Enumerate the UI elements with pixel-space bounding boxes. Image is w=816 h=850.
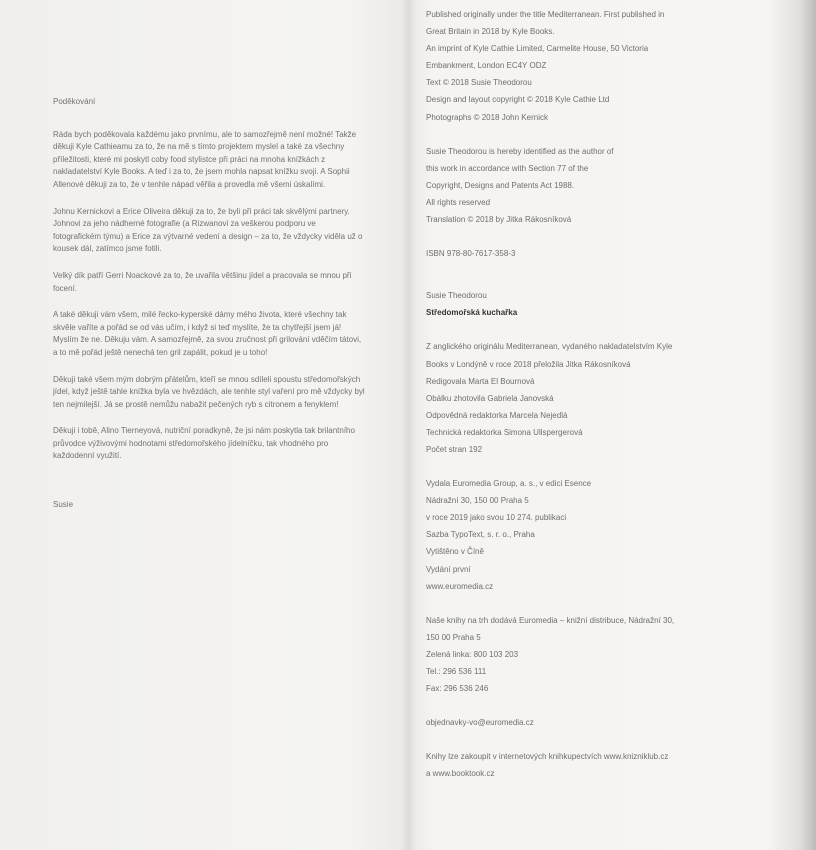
distribution-line: Zelená linka: 800 103 203: [426, 649, 519, 659]
book-gutter: [400, 0, 416, 850]
isbn: ISBN 978-80-7617-358-3: [426, 249, 516, 259]
book-author: Susie Theodorou: [426, 291, 487, 301]
credits-line: Redigovala Marta El Bournová: [426, 376, 535, 386]
imprint-line: Text © 2018 Susie Theodorou: [426, 78, 532, 88]
publisher-line: v roce 2019 jako svou 10 274. publikaci: [426, 513, 567, 523]
credits-line: Počet stran 192: [426, 444, 483, 454]
distribution-line: Fax: 296 536 246: [426, 684, 489, 694]
acknowledgements-section: [53, 96, 365, 526]
publisher-line: Nádražní 30, 150 00 Praha 5: [426, 496, 529, 506]
publisher-line: Vydala Euromedia Group, a. s., v edici Esence: [426, 479, 592, 489]
rights-line: All rights reserved: [426, 197, 491, 207]
publisher-line: Sazba TypoText, s. r. o., Praha: [426, 530, 535, 540]
imprint-line: An imprint of Kyle Cathie Limited, Carmelite House, 50 Victoria: [426, 44, 649, 54]
imprint-line: Great Britain in 2018 by Kyle Books.: [426, 27, 555, 37]
distribution-line: Naše knihy na trh dodává Euromedia – knižní distribuce, Nádražní 30,: [426, 615, 675, 625]
publisher-line: Vydání první: [426, 564, 471, 574]
acknowledgement-paragraph: Ráda bych poděkovala každému jako prvnímu, ale to samozřejmě není možné! Takže děkuji Kyle Cathieamu za to, že na mě s tímto projektem myslel a také za všechny příležitosti, které mi poskytl coby food stylistce při práci na mnoha knížkách z nakladatelství Kyle Books. A teď i za to, že jsem mohla napsat knížku svoji. A Sophii Allenové děkuji za to, že v tenhle nápad věřila a provedla mě všemi úskalími.: [53, 129, 357, 189]
imprint-line: Published originally under the title Mediterranean. First published in: [426, 10, 665, 19]
acknowledgement-paragraph: Johnu Kernickovi a Erice Oliveira děkuji za to, že byli při práci tak skvělými partnery. Johnovi za jeho nádherné fotografie (a Rizwanovi za veškerou podporu ve fotografickém týmu) a Erice za výtvarné vedení a design – za to, že vždycky viděla už o kousek dál, zatímco jsme fotili.: [53, 206, 363, 254]
distribution-line: 150 00 Praha 5: [426, 632, 481, 642]
order-email: objednavky-vo@euromedia.cz: [426, 718, 534, 728]
rights-line: Translation © 2018 by Jitka Rákosníková: [426, 215, 572, 225]
credits-line: Technická redaktorka Simona Ullspergerová: [426, 427, 583, 437]
acknowledgement-paragraph: Děkuji také všem mým dobrým přátelům, kteří se mnou sdíleli spoustu středomořských jídel, když ještě tahle knížka byla ve hvězdách, ale tenhle styl vaření pro mě vždycky byl ten nejmilejší. Já se prostě nemůžu nabažit pečených ryb s citronem a fenyklem!: [53, 374, 365, 409]
imprint-line: Design and layout copyright © 2018 Kyle Cathie Ltd: [426, 95, 610, 105]
imprint-section: [426, 6, 726, 782]
credits-line: Obálku zhotovila Gabriela Janovská: [426, 393, 554, 403]
page-edge: [802, 0, 816, 850]
credits-line: Odpovědná redaktorka Marcela Nejedlá: [426, 410, 568, 420]
imprint-line: Embankment, London EC4Y ODZ: [426, 61, 547, 71]
shops-line: a www.booktook.cz: [426, 769, 495, 779]
acknowledgement-paragraph: Velký dík patří Gerri Noackové za to, že uvařila většinu jídel a pracovala se mnou při focení.: [53, 270, 352, 293]
acknowledgement-paragraph: A také děkuji vám všem, milé řecko-kyperské dámy mého života, které všechny tak skvěle vaříte a pořád se od vás učím, i když si teď myslíte, že ta chytřejší jsem já! Myslím že ne. Děkuju vám. A samozřejmě, za svou zručnost při grilování vděčím tátovi, a to mě pořád ještě nenechá ten gril zapálit, pokud je u toho!: [53, 310, 362, 357]
signature: Susie: [53, 500, 74, 510]
book-title: Středomořská kuchařka: [426, 308, 518, 318]
rights-line: Copyright, Designs and Patents Act 1988.: [426, 180, 575, 190]
credits-line: Books v Londýně v roce 2018 přeložila Jitka Rákosníková: [426, 359, 631, 369]
rights-line: Susie Theodorou is hereby identified as the author of: [426, 146, 614, 156]
distribution-line: Tel.: 296 536 111: [426, 667, 487, 676]
publisher-line: Vytištěno v Číně: [426, 547, 484, 557]
acknowledgements-heading: Poděkování: [53, 97, 96, 106]
credits-line: Z anglického originálu Mediterranean, vydaného nakladatelstvím Kyle: [426, 342, 673, 352]
acknowledgement-paragraph: Děkuji i tobě, Alino Tierneyová, nutriční poradkyně, že jsi nám poskytla tak brilantního průvodce výživovými hodnotami středomořského jídelníčku, tak vhodného pro každodenní využití.: [53, 426, 355, 461]
publisher-website: www.euromedia.cz: [426, 581, 494, 591]
rights-line: this work in accordance with Section 77 of the: [426, 163, 589, 173]
imprint-line: Photographs © 2018 John Kernick: [426, 112, 548, 122]
shops-line: Knihy lze zakoupit v internetových knihkupectvích www.knizniklub.cz: [426, 752, 669, 762]
